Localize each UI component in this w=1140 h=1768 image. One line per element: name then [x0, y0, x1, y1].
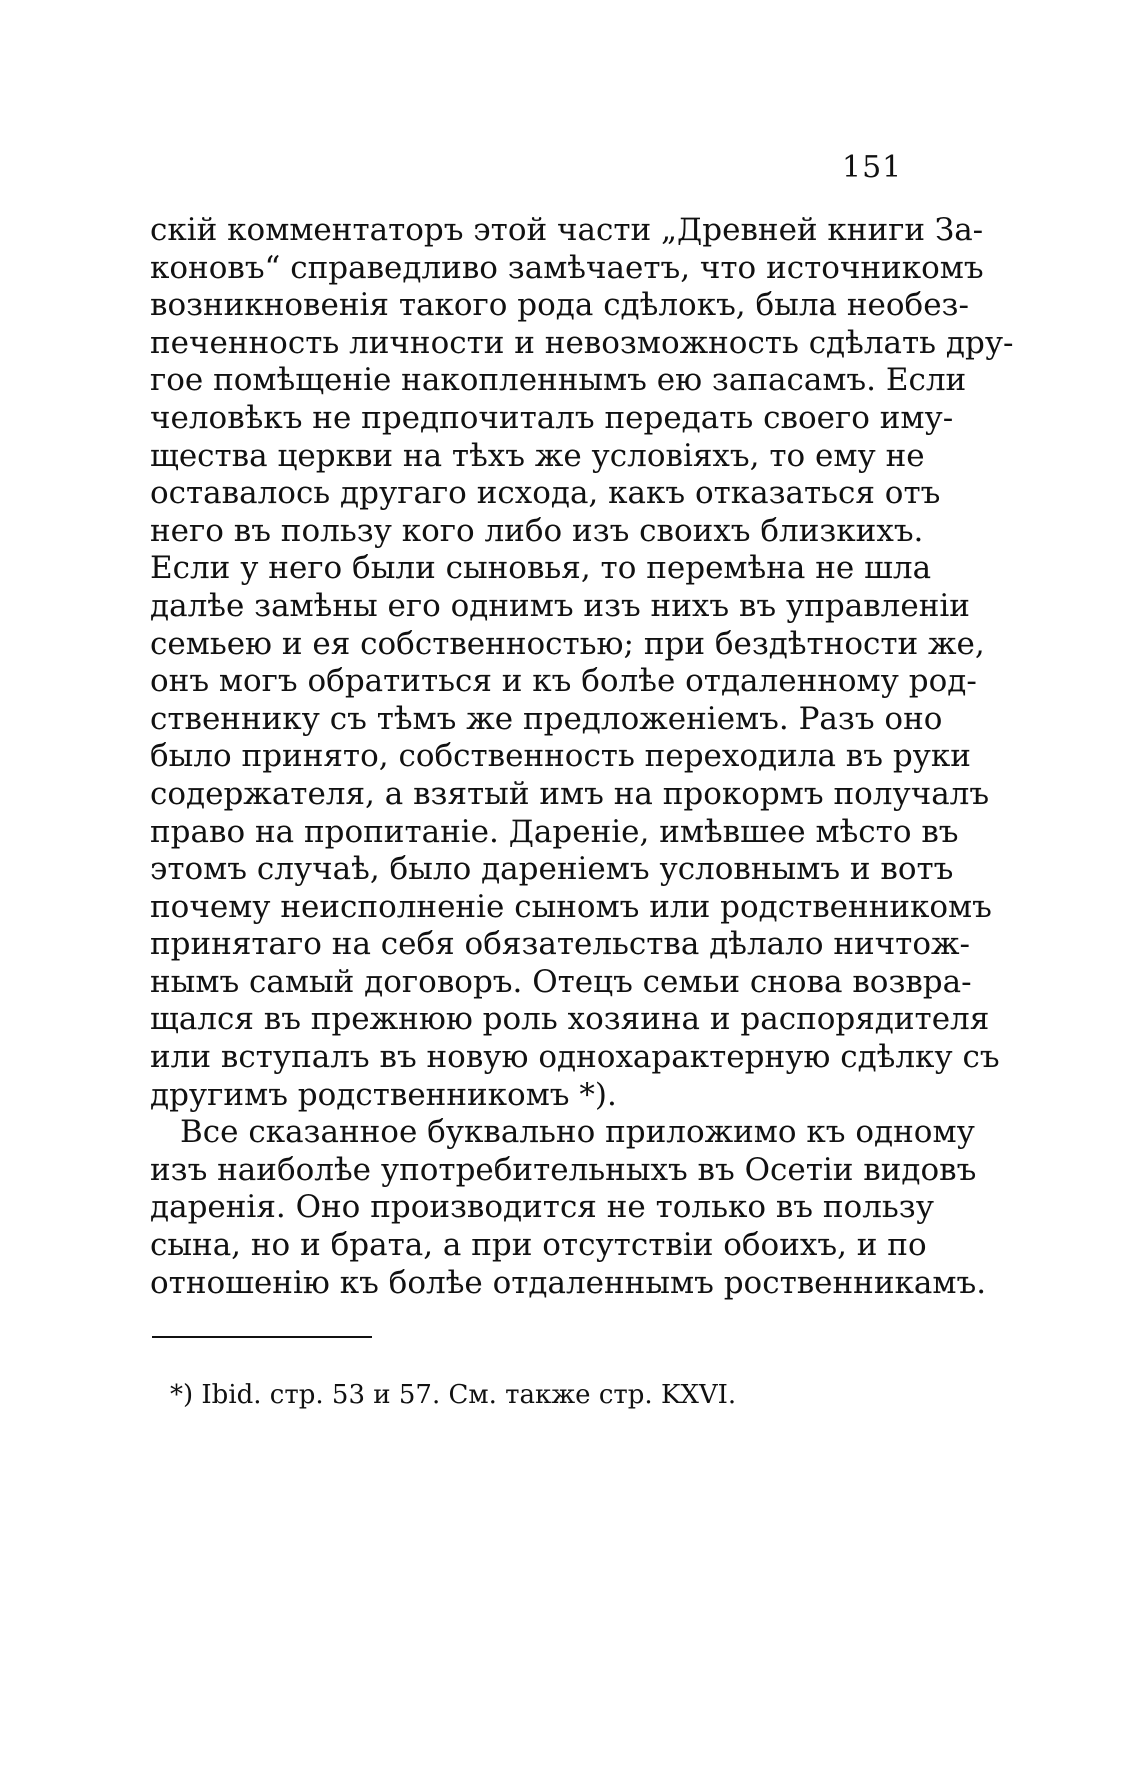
text-line: семьею и ея собственностью; при бездѣтности же, [150, 625, 985, 662]
text-line: даренія. Оно производится не только въ пользу [150, 1189, 934, 1226]
text-line: печенность личности и невозможность сдѣлать дру- [150, 324, 1014, 361]
page-number: 151 [842, 150, 903, 185]
text-line: оставалось другаго исхода, какъ отказаться отъ [150, 475, 941, 512]
main-text [150, 212, 1014, 1302]
paragraph-1 [150, 212, 1014, 1114]
text-line: щался въ прежнюю роль хозяина и распорядителя [150, 1001, 990, 1038]
text-line: гое помѣщеніе накопленнымъ ею запасамъ. Если [150, 362, 967, 399]
text-line: отношенію къ болѣе отдаленнымъ роственникамъ. [150, 1264, 987, 1301]
text-line: возникновенія такого рода сдѣлокъ, была необез- [150, 287, 969, 324]
text-line: него въ пользу кого либо изъ своихъ близкихъ. [150, 512, 924, 549]
text-line: онъ могъ обратиться и къ болѣе отдаленному род- [150, 663, 977, 700]
text-line: принятаго на себя обязательства дѣлало ничтож- [150, 926, 970, 963]
text-line: было принято, собственность переходила въ руки [150, 738, 971, 775]
text-line: Если у него были сыновья, то перемѣна не шла [150, 550, 932, 587]
text-line: ственнику съ тѣмъ же предложеніемъ. Разъ оно [150, 700, 943, 737]
text-line: сына, но и брата, а при отсутствіи обоихъ, и по [150, 1227, 927, 1264]
footnote: *) Ibid. стр. 53 и 57. См. также стр. KXVI. [170, 1380, 737, 1410]
text-line: далѣе замѣны его однимъ изъ нихъ въ управленіи [150, 587, 970, 624]
text-line: содержателя, а взятый имъ на прокормъ получалъ [150, 775, 990, 812]
text-line: нымъ самый договоръ. Отецъ семьи снова возвра- [150, 963, 972, 1000]
text-line: человѣкъ не предпочиталъ передать своего иму- [150, 399, 954, 436]
text-line: Все сказанное буквально приложимо къ одному [180, 1114, 975, 1151]
text-line: щества церкви на тѣхъ же условіяхъ, то ему не [150, 437, 925, 474]
text-line: право на пропитаніе. Дареніе, имѣвшее мѣсто въ [150, 813, 959, 850]
text-line: почему неисполненіе сыномъ или родственникомъ [150, 888, 992, 925]
text-line: этомъ случаѣ, было дареніемъ условнымъ и вотъ [150, 851, 954, 888]
footnote-divider [152, 1336, 372, 1338]
text-line: коновъ“ справедливо замѣчаетъ, что источникомъ [150, 249, 984, 286]
text-line: или вступалъ въ новую однохарактерную сдѣлку съ [150, 1039, 1000, 1076]
text-line: другимъ родственникомъ *). [150, 1076, 617, 1113]
text-line: изъ наиболѣе употребительныхъ въ Осетіи видовъ [150, 1151, 977, 1188]
paragraph-2 [150, 1114, 987, 1302]
text-line: скій комментаторъ этой части „Древней книги За- [150, 212, 984, 248]
